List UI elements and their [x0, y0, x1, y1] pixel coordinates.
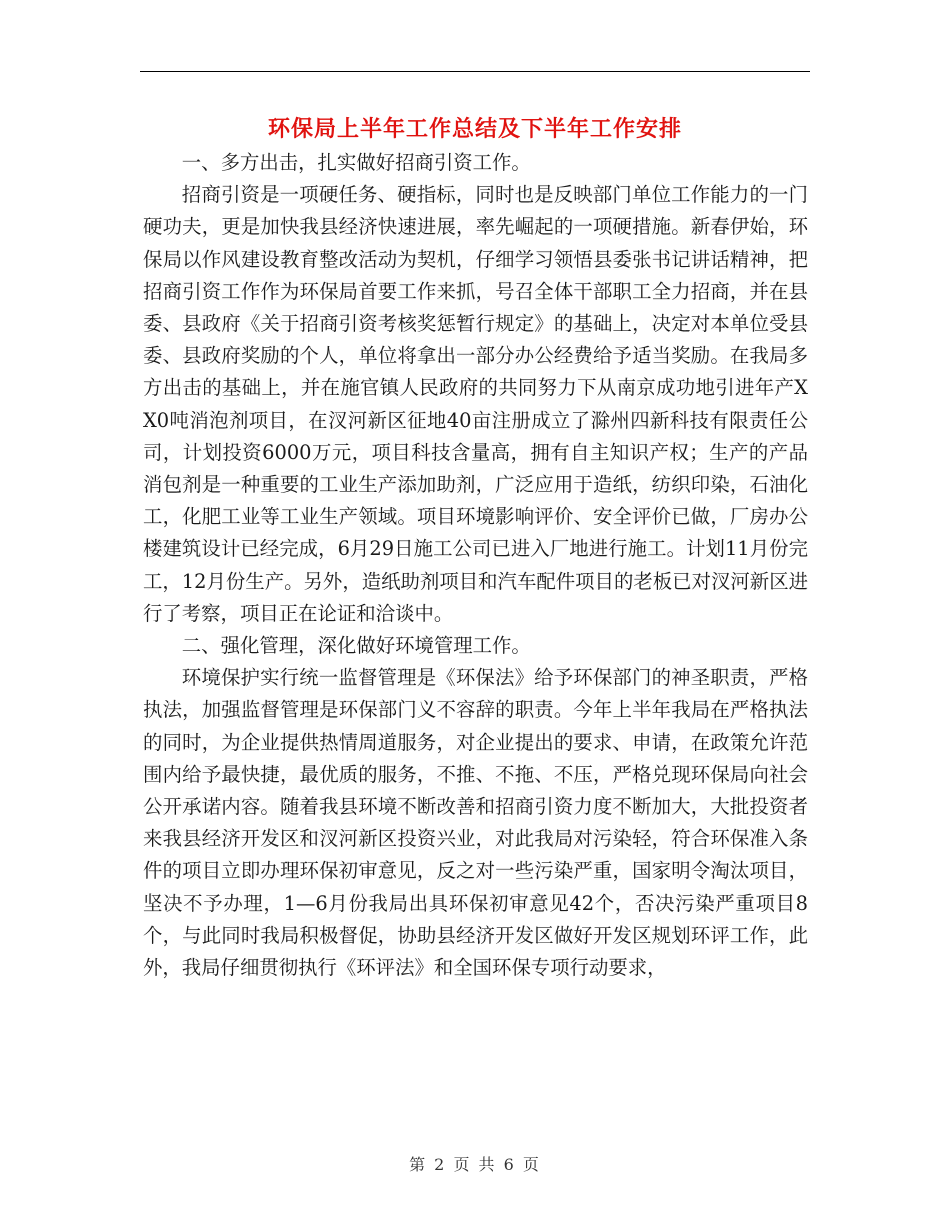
section-heading-1: 一、多方出击，扎实做好招商引资工作。	[181, 151, 531, 174]
document-body	[143, 147, 808, 984]
paragraph-management: 环境保护实行统一监督管理是《环保法》给予环保部门的神圣职责，严格执法，加强监督管理是环保部门义不容辞的职责。今年上半年我局在严格执法的同时，为企业提供热情周道服务，对企业提出的要求、申请，在政策允许范围内给予最快捷，最优质的服务，不推、不拖、不压，严格兑现环保局向社会公开承诺内容。随着我县环境不断改善和招商引资力度不断加大，大批投资者来我县经济开发区和汊河新区投资兴业，对此我局对污染轻，符合环保准入条件的项目立即办理环保初审意见，反之对一些污染严重，国家明令淘汰项目，坚决不予办理，1—6月份我局出具环保初审意见42个，否决污染严重项目8个，与此同时我局积极督促，协助县经济开发区做好开发区规划环评工作，此外，我局仔细贯彻执行《环评法》和全国环保专项行动要求，	[143, 666, 808, 980]
section-heading-2: 二、强化管理，深化做好环境管理工作。	[181, 634, 531, 658]
page-number-footer: 第 2 页 共 6 页	[409, 1155, 541, 1174]
paragraph-investment: 招商引资是一项硬任务、硬指标，同时也是反映部门单位工作能力的一门硬功夫，更是加快我县经济快速进展，率先崛起的一项硬措施。新春伊始，环保局以作风建设教育整改活动为契机，仔细学习领悟县委张书记讲话精神，把招商引资工作作为环保局首要工作来抓，号召全体干部职工全力招商，并在县委、县政府《关于招商引资考核奖惩暂行规定》的基础上，决定对本单位受县委、县政府奖励的个人，单位将拿出一部分办公经费给予适当奖励。在我局多方出击的基础上，并在施官镇人民政府的共同努力下从南京成功地引进年产XX0吨消泡剂项目，在汊河新区征地40亩注册成立了滁州四新科技有限责任公司，计划投资6000万元，项目科技含量高，拥有自主知识产权；生产的产品消包剂是一种重要的工业生产添加助剂，广泛应用于造纸，纺织印染，石油化工，化肥工业等工业生产领域。项目环境影响评价、安全评价已做，厂房办公楼建筑设计已经完成，6月29日施工公司已进入厂地进行施工。计划11月份完工，12月份生产。另外，造纸助剂项目和汽车配件项目的老板已对汊河新区进行了考察，项目正在论证和洽谈中。	[143, 183, 808, 625]
document-title: 环保局上半年工作总结及下半年工作安排	[267, 117, 682, 142]
header-rule	[140, 71, 810, 72]
